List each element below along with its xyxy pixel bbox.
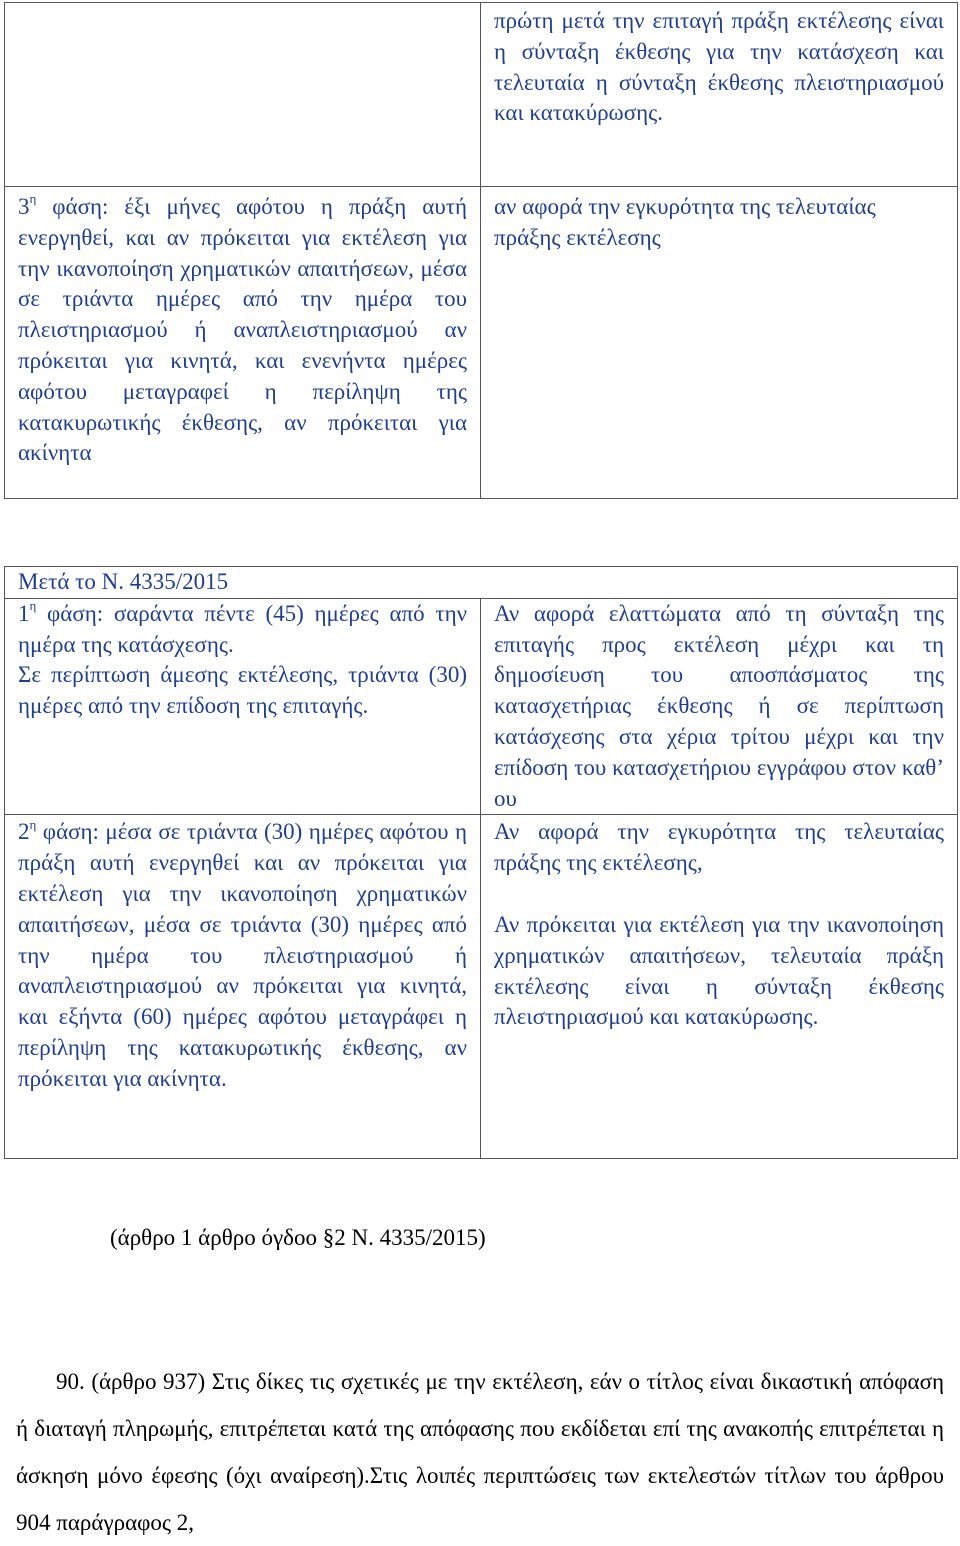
table-row (5, 3, 958, 187)
cell-text: Αν αφορά ελαττώματα από τη σύνταξη της επιταγής προς εκτέλεση μέχρι και τη δημοσίευση του αποσπάσματος της κατασχετήριας έκθεσης ή σε περίπτωση κατάσχεσης στα χέρια τρίτου μέχρι και την επίδοση του κατασχετήριου εγγράφου στον καθ’ ου (494, 600, 944, 811)
table-header-cell (5, 567, 958, 599)
citation: (άρθρο 1 άρθρο όγδοο §2 Ν. 4335/2015) (110, 1225, 486, 1250)
table-row (5, 187, 958, 499)
table-row (5, 815, 958, 1159)
article-paragraph (16, 1358, 944, 1546)
paragraph-body (16, 1358, 944, 1546)
deadlines-table-before (4, 2, 958, 499)
table-cell-phase-3-scope (481, 187, 958, 499)
table-cell-phase-2-scope (481, 815, 958, 1159)
cell-text: $1^\eta$ φάση: σαράντα πέντε (45) ημέρες από την ημέρα της κατάσχεσης. (18, 598, 467, 657)
cell-text: Αν αφορά την εγκυρότητα της τελευταίας πράξης της εκτέλεσης, (494, 819, 944, 876)
paragraph-text: (άρθρο 937) Στις δίκες τις σχετικές με την εκτέλεση, εάν ο τίτλος είναι δικαστική απόφαση ή διαταγή πληρωμής, επιτρέπεται κατά της απόφασης που εκδίδεται επί της ανακοπής επιτρέπεται η άσκηση μόνο έφεσης (όχι αναίρεση).Στις λοιπές περιπτώσεις των εκτελεστών τίτλων του άρθρου 904 παράγραφος 2, (16, 1369, 944, 1535)
cell-text: $2^\eta$ φάση: μέσα σε τριάντα (30) ημέρες αφότου η πράξη αυτή ενεργηθεί και αν πρόκειται για εκτέλεση για την ικανοποίηση χρηματικών απαιτήσεων, μέσα σε τριάντα (30) ημέρες από την ημέρα του πλειστηριασμού ή αναπλειστηριασμού αν πρόκειται για κινητά, και εξήντα (60) ημέρες αφότου μεταγράφει η περίληψη της κατακυρωτικής έκθεσης, αν πρόκειται για ακίνητα. (18, 816, 467, 1091)
cell-text: $3^\eta$ φάση: έξι μήνες αφότου η πράξη αυτή ενεργηθεί, και αν πρόκειται για εκτέλεση για την ικανοποίηση χρηματικών απαιτήσεων, μέσα σε τριάντα ημέρες από την ημέρα του πλειστηριασμού ή αναπλειστηριασμού αν πρόκειται για κινητά, και ενενήντα ημέρες αφότου μεταγραφεί η περίληψη της κατακυρωτικής έκθεσης, αν πρόκειται για ακίνητα (18, 191, 467, 466)
table-cell-phase-1-scope (481, 598, 958, 815)
table-cell-phase-1 (5, 598, 481, 815)
table-cell-phase-3 (5, 187, 481, 499)
cell-text: αν αφορά την εγκυρότητα της τελευταίας πράξης εκτέλεσης (494, 194, 876, 250)
deadlines-table-after-law-4335 (4, 566, 958, 1159)
cell-text: Σε περίπτωση άμεσης εκτέλεσης, τριάντα (30) ημέρες από την επίδοση της επιταγής. (18, 662, 467, 719)
cell-text: πρώτη μετά την επιταγή πράξη εκτέλεσης είναι η σύνταξη έκθεσης για την κατάσχεση και τελευταία η σύνταξη έκθεσης πλειστηριασμού και κατακύρωσης. (494, 8, 944, 126)
table-row (5, 598, 958, 815)
spacer (494, 879, 944, 910)
table-header-row (5, 567, 958, 599)
table-cell-phase-2 (5, 815, 481, 1159)
paragraph-number: 90. (56, 1369, 85, 1394)
cell-text: Αν πρόκειται για εκτέλεση για την ικανοποίηση χρηματικών απαιτήσεων, τελευταία πράξη εκτέλεσης είναι η σύνταξη έκθεσης πλειστηριασμού και κατακύρωσης. (494, 911, 944, 1030)
table-header-text: Μετά το Ν. 4335/2015 (18, 569, 229, 594)
table-cell-empty (5, 3, 481, 187)
table-cell-last-act-description (481, 3, 958, 187)
